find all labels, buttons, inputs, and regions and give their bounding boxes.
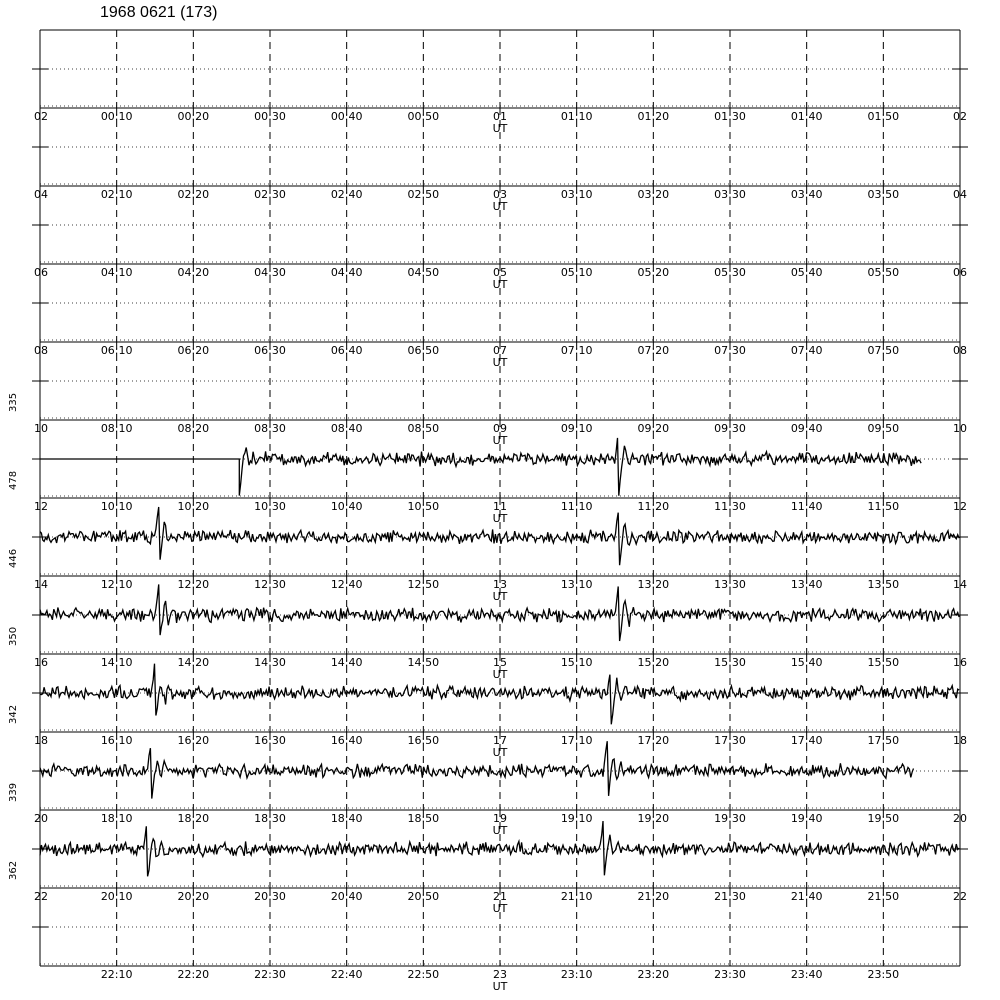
time-tick-label: 02:30: [254, 188, 286, 201]
hour-end-label: 02: [953, 110, 967, 123]
time-tick-label: 10:20: [177, 500, 210, 513]
ut-axis-label: UT: [492, 980, 508, 993]
ut-axis-label: UT: [492, 122, 508, 135]
ut-axis-label: UT: [492, 200, 508, 213]
time-tick-label: 22:10: [100, 968, 133, 981]
time-tick-label: 11:40: [790, 500, 823, 513]
time-tick-label: 11: [493, 500, 507, 513]
time-tick-label: 11:50: [867, 500, 900, 513]
time-tick-label: 07:10: [560, 344, 593, 357]
time-tick-label: 11:20: [637, 500, 670, 513]
hour-end-label: 22: [953, 890, 967, 903]
time-tick-label: 12:50: [407, 578, 440, 591]
hour-label: 12: [34, 500, 48, 513]
time-tick-label: 10:10: [100, 500, 133, 513]
time-tick-label: 19:50: [867, 812, 900, 825]
hour-label: 18: [34, 734, 48, 747]
time-tick-label: 21:30: [714, 890, 746, 903]
row-side-label: 342: [8, 704, 19, 724]
time-tick-label: 05:50: [867, 266, 900, 279]
hour-end-label: 04: [953, 188, 967, 201]
time-tick-label: 17:30: [714, 734, 746, 747]
time-tick-label: 11:10: [560, 500, 593, 513]
time-tick-label: 07:20: [637, 344, 670, 357]
time-tick-label: 03:40: [790, 188, 823, 201]
time-tick-label: 07:30: [714, 344, 746, 357]
time-tick-label: 16:10: [100, 734, 133, 747]
time-tick-label: 23:30: [714, 968, 746, 981]
hour-end-label: 08: [953, 344, 967, 357]
time-tick-label: 07:50: [867, 344, 900, 357]
row-side-label: 362: [8, 860, 19, 880]
time-tick-label: 12:20: [177, 578, 210, 591]
hour-end-label: 06: [953, 266, 967, 279]
time-tick-label: 22:40: [330, 968, 363, 981]
time-tick-label: 09:10: [560, 422, 593, 435]
time-tick-label: 18:30: [254, 812, 286, 825]
time-tick-label: 09:30: [714, 422, 746, 435]
time-tick-label: 14:30: [254, 656, 286, 669]
time-tick-label: 03:20: [637, 188, 670, 201]
time-tick-label: 01:40: [790, 110, 823, 123]
time-tick-label: 17:10: [560, 734, 593, 747]
time-tick-label: 13:20: [637, 578, 670, 591]
time-tick-label: 03:10: [560, 188, 593, 201]
time-tick-label: 21:50: [867, 890, 900, 903]
time-tick-label: 13:50: [867, 578, 900, 591]
time-tick-label: 17:20: [637, 734, 670, 747]
time-tick-label: 04:30: [254, 266, 286, 279]
time-tick-label: 13:30: [714, 578, 746, 591]
seismic-trace: [40, 741, 914, 798]
time-tick-label: 01:10: [560, 110, 593, 123]
time-tick-label: 20:20: [177, 890, 210, 903]
time-tick-label: 22:30: [254, 968, 286, 981]
time-tick-label: 16:50: [407, 734, 440, 747]
hour-label: 16: [34, 656, 48, 669]
time-tick-label: 09:20: [637, 422, 670, 435]
time-tick-label: 14:10: [100, 656, 133, 669]
time-tick-label: 07:40: [790, 344, 823, 357]
time-tick-label: 13: [493, 578, 507, 591]
time-tick-label: 05:30: [714, 266, 746, 279]
time-tick-label: 08:10: [100, 422, 133, 435]
time-tick-label: 03: [493, 188, 507, 201]
time-tick-label: 09: [493, 422, 507, 435]
ut-axis-label: UT: [492, 512, 508, 525]
chart-title: 1968 0621 (173): [100, 4, 218, 21]
time-tick-label: 21:40: [790, 890, 823, 903]
hour-label: 08: [34, 344, 48, 357]
row-side-label: 478: [8, 470, 19, 490]
time-tick-label: 18:20: [177, 812, 210, 825]
hour-label: 06: [34, 266, 48, 279]
time-tick-label: 01:50: [867, 110, 900, 123]
time-tick-label: 19:20: [637, 812, 670, 825]
time-tick-label: 13:40: [790, 578, 823, 591]
time-tick-label: 15:40: [790, 656, 823, 669]
row-side-label: 350: [8, 626, 19, 646]
ut-axis-label: UT: [492, 668, 508, 681]
time-tick-label: 02:40: [330, 188, 363, 201]
time-tick-label: 08:40: [330, 422, 363, 435]
time-tick-label: 13:10: [560, 578, 593, 591]
time-tick-label: 18:10: [100, 812, 133, 825]
time-tick-label: 05:10: [560, 266, 593, 279]
time-tick-label: 04:40: [330, 266, 363, 279]
ut-axis-label: UT: [492, 590, 508, 603]
time-tick-label: 17: [493, 734, 507, 747]
hour-end-label: 12: [953, 500, 967, 513]
time-tick-label: 02:10: [100, 188, 133, 201]
time-tick-label: 18:50: [407, 812, 440, 825]
time-tick-label: 00:40: [330, 110, 363, 123]
time-tick-label: 14:50: [407, 656, 440, 669]
time-tick-label: 07: [493, 344, 507, 357]
time-tick-label: 23:50: [867, 968, 900, 981]
time-tick-label: 05: [493, 266, 507, 279]
seismic-trace: [40, 438, 921, 496]
time-tick-label: 19:40: [790, 812, 823, 825]
row-side-label: 335: [8, 392, 19, 412]
time-tick-label: 22:20: [177, 968, 210, 981]
time-tick-label: 18:40: [330, 812, 363, 825]
ut-axis-label: UT: [492, 746, 508, 759]
hour-label: 02: [34, 110, 48, 123]
ut-axis-label: UT: [492, 356, 508, 369]
time-tick-label: 04:50: [407, 266, 440, 279]
ut-axis-label: UT: [492, 902, 508, 915]
time-tick-label: 01:30: [714, 110, 746, 123]
time-tick-label: 06:20: [177, 344, 210, 357]
time-tick-label: 01: [493, 110, 507, 123]
time-tick-label: 04:20: [177, 266, 210, 279]
hour-end-label: 14: [953, 578, 967, 591]
time-tick-label: 22:50: [407, 968, 440, 981]
time-tick-label: 21: [493, 890, 507, 903]
ut-axis-label: UT: [492, 434, 508, 447]
time-tick-label: 12:30: [254, 578, 286, 591]
time-tick-label: 20:10: [100, 890, 133, 903]
time-tick-label: 06:40: [330, 344, 363, 357]
time-tick-label: 03:30: [714, 188, 746, 201]
time-tick-label: 10:40: [330, 500, 363, 513]
time-tick-label: 15: [493, 656, 507, 669]
hour-label: 10: [34, 422, 48, 435]
time-tick-label: 08:30: [254, 422, 286, 435]
time-tick-label: 00:30: [254, 110, 286, 123]
time-tick-label: 21:10: [560, 890, 593, 903]
time-tick-label: 15:30: [714, 656, 746, 669]
time-tick-label: 09:40: [790, 422, 823, 435]
time-tick-label: 12:10: [100, 578, 133, 591]
time-tick-label: 23:20: [637, 968, 670, 981]
time-tick-label: 00:20: [177, 110, 210, 123]
time-tick-label: 11:30: [714, 500, 746, 513]
time-tick-label: 08:50: [407, 422, 440, 435]
time-tick-label: 00:50: [407, 110, 440, 123]
time-tick-label: 05:40: [790, 266, 823, 279]
time-tick-label: 01:20: [637, 110, 670, 123]
hour-label: 04: [34, 188, 48, 201]
time-tick-label: 16:30: [254, 734, 286, 747]
time-tick-label: 15:10: [560, 656, 593, 669]
time-tick-label: 16:20: [177, 734, 210, 747]
time-tick-label: 20:30: [254, 890, 286, 903]
time-tick-label: 14:20: [177, 656, 210, 669]
time-tick-label: 06:10: [100, 344, 133, 357]
ut-axis-label: UT: [492, 824, 508, 837]
hour-end-label: 16: [953, 656, 967, 669]
time-tick-label: 16:40: [330, 734, 363, 747]
hour-label: 14: [34, 578, 48, 591]
time-tick-label: 19:10: [560, 812, 593, 825]
time-tick-label: 19: [493, 812, 507, 825]
time-tick-label: 08:20: [177, 422, 210, 435]
hour-end-label: 10: [953, 422, 967, 435]
time-tick-label: 06:50: [407, 344, 440, 357]
time-tick-label: 09:50: [867, 422, 900, 435]
time-tick-label: 10:50: [407, 500, 440, 513]
time-tick-label: 14:40: [330, 656, 363, 669]
time-tick-label: 17:40: [790, 734, 823, 747]
label-layer: [8, 110, 967, 993]
time-tick-label: 05:20: [637, 266, 670, 279]
time-tick-label: 23:40: [790, 968, 823, 981]
time-tick-label: 20:50: [407, 890, 440, 903]
time-tick-label: 17:50: [867, 734, 900, 747]
row-side-label: 446: [8, 548, 19, 568]
time-tick-label: 15:20: [637, 656, 670, 669]
time-tick-label: 20:40: [330, 890, 363, 903]
ut-axis-label: UT: [492, 278, 508, 291]
time-tick-label: 00:10: [100, 110, 133, 123]
time-tick-label: 23: [493, 968, 507, 981]
time-tick-label: 03:50: [867, 188, 900, 201]
time-tick-label: 15:50: [867, 656, 900, 669]
time-tick-label: 04:10: [100, 266, 133, 279]
time-tick-label: 02:20: [177, 188, 210, 201]
time-tick-label: 10:30: [254, 500, 286, 513]
time-tick-label: 23:10: [560, 968, 593, 981]
time-tick-label: 19:30: [714, 812, 746, 825]
hour-label: 20: [34, 812, 48, 825]
time-tick-label: 02:50: [407, 188, 440, 201]
hour-end-label: 20: [953, 812, 967, 825]
time-tick-label: 12:40: [330, 578, 363, 591]
time-tick-label: 06:30: [254, 344, 286, 357]
time-tick-label: 21:20: [637, 890, 670, 903]
row-side-label: 339: [8, 782, 19, 802]
hour-label: 22: [34, 890, 48, 903]
hour-end-label: 18: [953, 734, 967, 747]
